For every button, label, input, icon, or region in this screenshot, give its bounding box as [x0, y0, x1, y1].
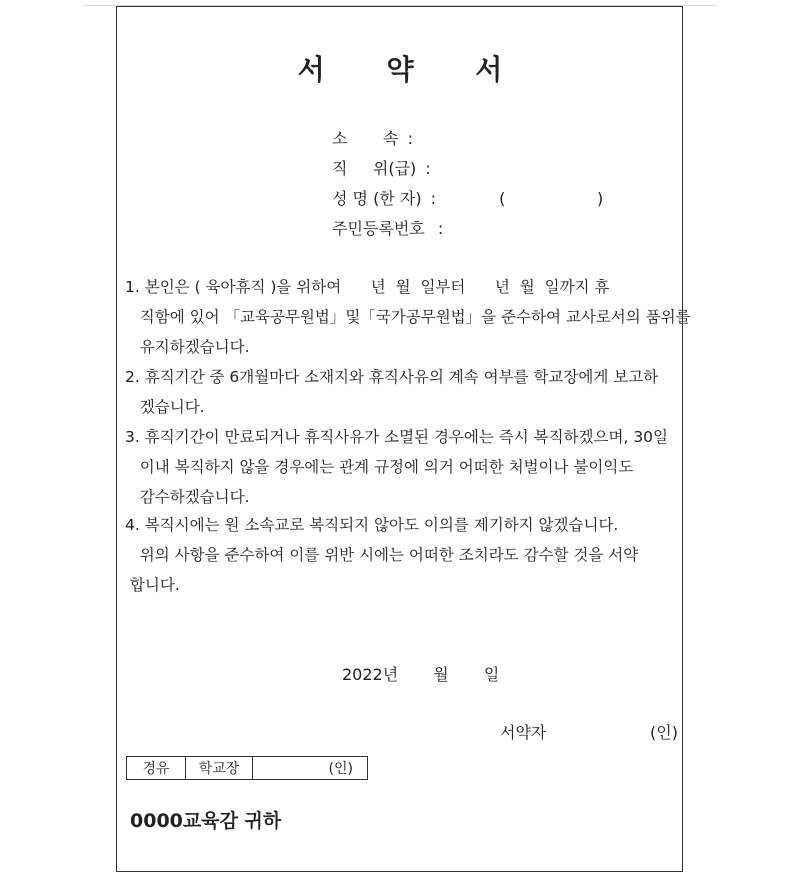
- title-char: 서: [297, 53, 325, 86]
- text-line: 유지하겠습니다.: [125, 338, 250, 356]
- routing-principal: 학교장: [186, 757, 253, 780]
- info-colon: :: [430, 189, 437, 208]
- info-row-name: [332, 186, 603, 209]
- routing-table: [126, 756, 368, 780]
- pledge-item-3: [125, 422, 677, 512]
- addressee: 0000교육감 귀하: [130, 810, 282, 832]
- text-line: 위의 사항을 준수하여 이를 위반 시에는 어떠한 조치라도 감수할 것을 서약: [125, 546, 639, 564]
- text-line: 겠습니다.: [125, 398, 205, 416]
- date-day: 일: [483, 665, 500, 684]
- pledge-item-1: [125, 272, 691, 362]
- pledge-item-4: [125, 510, 677, 540]
- info-label: 소 속: [332, 129, 399, 148]
- info-label: 주민등록번호: [332, 219, 425, 238]
- text-line: 4. 복직시에는 원 소속교로 복직되지 않아도 이의를 제기하지 않겠습니다.: [125, 516, 619, 534]
- pledger-seal: (인): [650, 723, 678, 742]
- info-row-resident-number: [332, 216, 443, 239]
- name-hanja-field[interactable]: ( ): [499, 189, 604, 208]
- pledge-item-2: [125, 362, 677, 422]
- text-line: 합니다.: [125, 576, 180, 594]
- text-line: 직함에 있어 「교육공무원법」및「국가공무원법」을 준수하여 교사로서의 품위를: [125, 308, 691, 326]
- routing-seal: (인): [253, 757, 368, 780]
- routing-via: 경유: [127, 757, 186, 780]
- info-label: 성 명 (한 자): [332, 189, 422, 208]
- info-colon: :: [407, 129, 413, 148]
- pledger-label: 서약자: [500, 723, 547, 742]
- text-line: 2. 휴직기간 중 6개월마다 소재지와 휴직사유의 계속 여부를 학교장에게 보고하: [125, 368, 659, 386]
- title-char: 약: [386, 53, 414, 86]
- text-line: 감수하겠습니다.: [125, 488, 250, 506]
- text-line: 이내 복직하지 않을 경우에는 관계 규정에 의거 어떠한 처벌이나 불이익도: [125, 458, 634, 476]
- document-title: [0, 48, 800, 88]
- date-month: 월: [433, 665, 449, 684]
- date-year: 2022년: [342, 665, 399, 684]
- info-colon: :: [425, 159, 431, 178]
- info-row-position: [332, 156, 431, 179]
- closing-statement: [125, 540, 677, 600]
- info-colon: :: [437, 219, 444, 238]
- info-row-affiliation: [332, 126, 413, 149]
- text-line: 1. 본인은 ( 육아휴직 )을 위하여 년 월 일부터 년 월 일까지 휴: [125, 278, 610, 296]
- info-label: 직 위(급): [332, 159, 417, 178]
- date-line: [342, 662, 499, 685]
- title-char: 서: [475, 53, 503, 86]
- text-line: 3. 휴직기간이 만료되거나 휴직사유가 소멸된 경우에는 즉시 복직하겠으며, 30일: [125, 428, 669, 446]
